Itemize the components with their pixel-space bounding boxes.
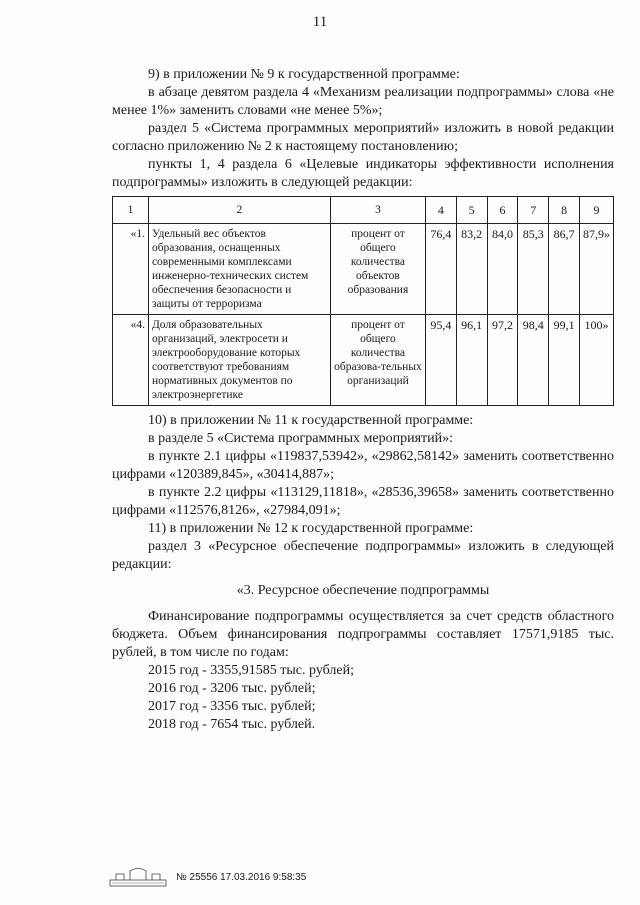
row-number: «4.: [113, 315, 149, 406]
year-line: 2015 год - 3355,91585 тыс. рублей;: [148, 663, 355, 678]
year-line: 2018 год - 7654 тыс. рублей.: [148, 717, 316, 732]
indicator-value: 83,2: [456, 224, 487, 315]
table-header-cell: 3: [330, 197, 425, 224]
table-header-cell: 7: [518, 197, 549, 224]
indicator-value: 98,4: [518, 315, 549, 406]
table-row: [113, 224, 614, 315]
document-body: [112, 66, 614, 734]
indicator-value: 100»: [579, 315, 613, 406]
indicator-value: 95,4: [425, 315, 456, 406]
indicators-table: [112, 196, 614, 406]
paragraph: в абзаце девятом раздела 4 «Механизм реализации подпрограммы» слова «не менее 1%» заменить словами «не менее 5%»;: [112, 85, 614, 118]
paragraph: в пункте 2.2 цифры «113129,11818», «28536,39658» заменить соответственно цифрами «112576,8126», «27984,091»;: [112, 485, 614, 518]
indicator-unit: процент от общего количества образова-тельных организаций: [330, 315, 425, 406]
document-footer: [108, 866, 306, 888]
paragraph: 11) в приложении № 12 к государственной программе:: [148, 521, 474, 536]
indicator-value: 97,2: [487, 315, 518, 406]
row-number: «1.: [113, 224, 149, 315]
indicator-name: Доля образовательных организаций, электросети и электрооборудование которых соответствуют требованиям нормативных документов по электроэнергетике: [148, 315, 330, 406]
table-header-row: [113, 197, 614, 224]
indicator-value: 87,9»: [579, 224, 613, 315]
year-line: 2017 год - 3356 тыс. рублей;: [148, 699, 316, 714]
page-number: 11: [312, 14, 328, 30]
emblem-stamp-icon: [108, 866, 168, 888]
indicator-name: Удельный вес объектов образования, оснащенных современными комплексами инженерно-технических систем обеспечения безопасности и защиты от терроризма: [148, 224, 330, 315]
indicator-value: 96,1: [456, 315, 487, 406]
table-header-cell: 6: [487, 197, 518, 224]
table-header-cell: 9: [579, 197, 613, 224]
paragraph: пункты 1, 4 раздела 6 «Целевые индикаторы эффективности исполнения подпрограммы» изложить в следующей редакции:: [112, 157, 614, 190]
table-header-cell: 1: [113, 197, 149, 224]
indicator-value: 86,7: [549, 224, 580, 315]
registration-number: № 25556 17.03.2016 9:58:35: [176, 871, 307, 883]
section-title: «3. Ресурсное обеспечение подпрограммы: [236, 583, 490, 598]
indicator-value: 99,1: [549, 315, 580, 406]
indicator-value: 84,0: [487, 224, 518, 315]
paragraph: раздел 3 «Ресурсное обеспечение подпрограммы» изложить в следующей редакции:: [112, 539, 614, 572]
table-header-cell: 8: [549, 197, 580, 224]
table-header-cell: 2: [148, 197, 330, 224]
financing-paragraph: Финансирование подпрограммы осуществляется за счет средств областного бюджета. Объем финансирования подпрограммы составляет 17571,9185 тыс. рублей, в том числе по годам:: [112, 609, 614, 660]
paragraph: в разделе 5 «Система программных мероприятий»:: [148, 431, 454, 446]
year-line: 2016 год - 3206 тыс. рублей;: [148, 681, 316, 696]
paragraph: 9) в приложении № 9 к государственной программе:: [148, 67, 460, 82]
indicator-unit: процент от общего количества объектов образования: [330, 224, 425, 315]
indicator-value: 85,3: [518, 224, 549, 315]
table-header-cell: 5: [456, 197, 487, 224]
paragraph: в пункте 2.1 цифры «119837,53942», «29862,58142» заменить соответственно цифрами «120389,845», «30414,887»;: [112, 449, 614, 482]
paragraph: раздел 5 «Система программных мероприятий» изложить в новой редакции согласно приложению № 2 к настоящему постановлению;: [112, 121, 614, 154]
table-row: [113, 315, 614, 406]
paragraph: 10) в приложении № 11 к государственной программе:: [148, 413, 474, 428]
table-header-cell: 4: [425, 197, 456, 224]
indicator-value: 76,4: [425, 224, 456, 315]
